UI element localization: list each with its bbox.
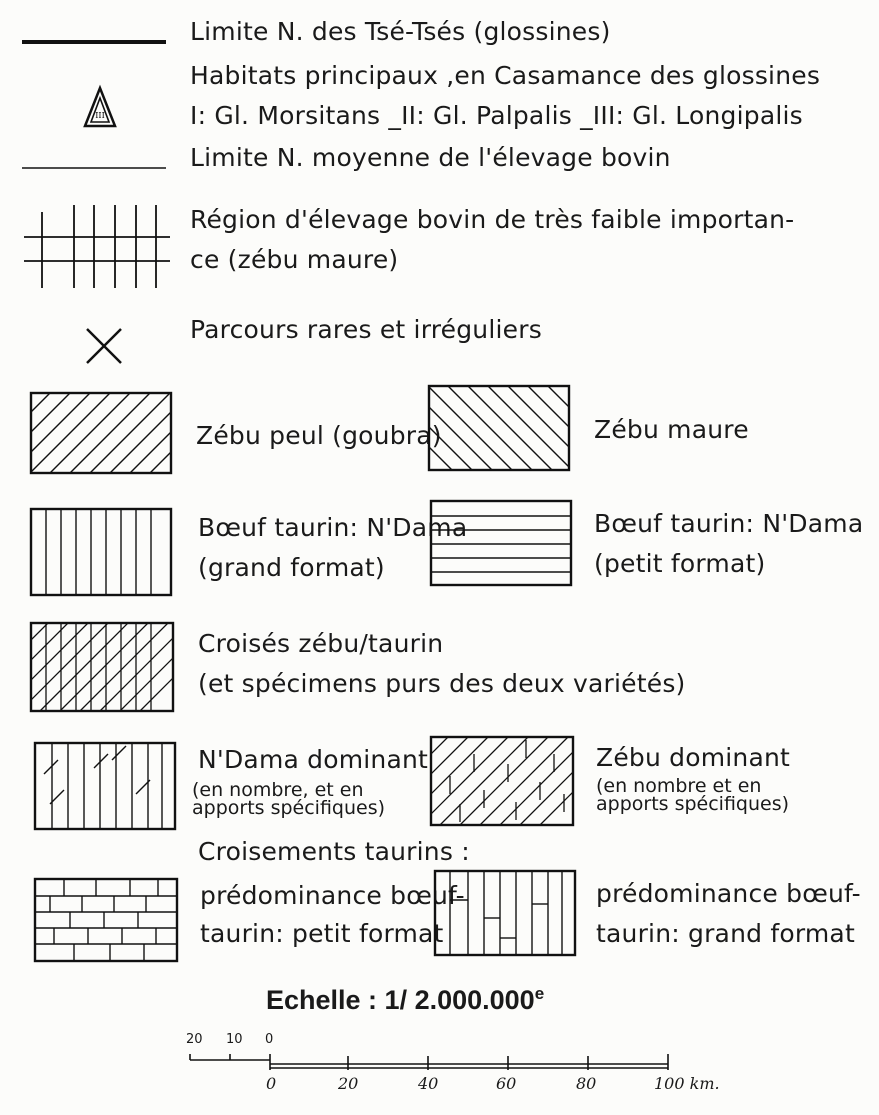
taurine-crosses-heading: Croisements taurins : xyxy=(198,837,470,866)
weak-region-label-line2: ce (zébu maure) xyxy=(190,245,399,274)
ndama-large-label-line1: Bœuf taurin: N'Dama xyxy=(198,513,468,542)
small-format-label-line1: prédominance bœuf- xyxy=(200,881,465,910)
scale-superscript: e xyxy=(534,984,545,1003)
large-format-label-line1: prédominance bœuf- xyxy=(596,879,861,908)
scale-bar-label: 60 xyxy=(496,1074,517,1093)
ndama-large-vertical-swatch xyxy=(30,508,174,598)
habitats-label-line2: I: Gl. Morsitans _II: Gl. Palpalis _III: Gl. Longipalis xyxy=(190,101,803,130)
scale-bar-label: 100 km. xyxy=(654,1074,720,1093)
ndama-dominant-sub-line1: (en nombre, et en xyxy=(192,779,364,801)
scale-bar-label: 80 xyxy=(576,1074,597,1093)
scale-title xyxy=(266,984,544,1016)
ndama-dominant-sub-line2: apports spécifiques) xyxy=(192,797,386,819)
scale-title-text: Echelle : 1/ 2.000.000 xyxy=(266,985,535,1015)
tsetse-limit-label: Limite N. des Tsé-Tsés (glossines) xyxy=(190,17,611,46)
weak-region-label-line1: Région d'élevage bovin de très faible importan- xyxy=(190,205,795,234)
ndama-dominant-title: N'Dama dominant xyxy=(198,745,429,774)
habitat-symbol-numeral: III xyxy=(95,111,105,120)
ndama-dominant-swatch xyxy=(34,742,178,832)
zebu-maure-label: Zébu maure xyxy=(594,415,749,444)
small-format-brick-swatch xyxy=(34,878,180,964)
zebu-dominant-swatch xyxy=(430,736,576,828)
large-format-swatch xyxy=(434,870,578,958)
tsetse-limit-line-symbol xyxy=(22,38,168,46)
zebu-dominant-sub-line1: (en nombre et en xyxy=(596,775,762,797)
zebu-dominant-sub-line2: apports spécifiques) xyxy=(596,793,790,815)
cross-mark-icon xyxy=(84,326,124,366)
zebu-maure-hatch-swatch xyxy=(428,385,572,473)
scale-left-label: 0 xyxy=(265,1032,274,1047)
scale-bar-label: 40 xyxy=(418,1074,439,1093)
scale-bar xyxy=(186,1044,676,1074)
habitat-triangle-icon xyxy=(80,84,120,132)
large-format-label-line2: taurin: grand format xyxy=(596,919,855,948)
cattle-limit-label: Limite N. moyenne de l'élevage bovin xyxy=(190,143,671,172)
rare-routes-label: Parcours rares et irréguliers xyxy=(190,315,542,344)
small-format-label-line2: taurin: petit format xyxy=(200,919,444,948)
scale-bar-label: 0 xyxy=(266,1074,277,1093)
ndama-small-label-line1: Bœuf taurin: N'Dama xyxy=(594,509,864,538)
ndama-small-horizontal-swatch xyxy=(430,500,574,588)
scale-bar-label: 20 xyxy=(338,1074,359,1093)
scale-left-label: 20 xyxy=(186,1032,203,1047)
weak-region-grid-symbol xyxy=(22,200,172,290)
scale-left-label: 10 xyxy=(226,1032,243,1047)
habitats-label-line1: Habitats principaux ,en Casamance des glossines xyxy=(190,61,821,90)
ndama-small-label-line2: (petit format) xyxy=(594,549,766,578)
zebu-dominant-title: Zébu dominant xyxy=(596,743,791,772)
crossbred-label-line2: (et spécimens purs des deux variétés) xyxy=(198,669,686,698)
cattle-limit-line-symbol xyxy=(22,166,168,170)
zebu-peul-hatch-swatch xyxy=(30,392,174,476)
crossbred-label-line1: Croisés zébu/taurin xyxy=(198,629,444,658)
ndama-large-label-line2: (grand format) xyxy=(198,553,385,582)
crossbred-hatch-swatch xyxy=(30,622,176,714)
zebu-peul-label: Zébu peul (goubra) xyxy=(196,421,442,450)
